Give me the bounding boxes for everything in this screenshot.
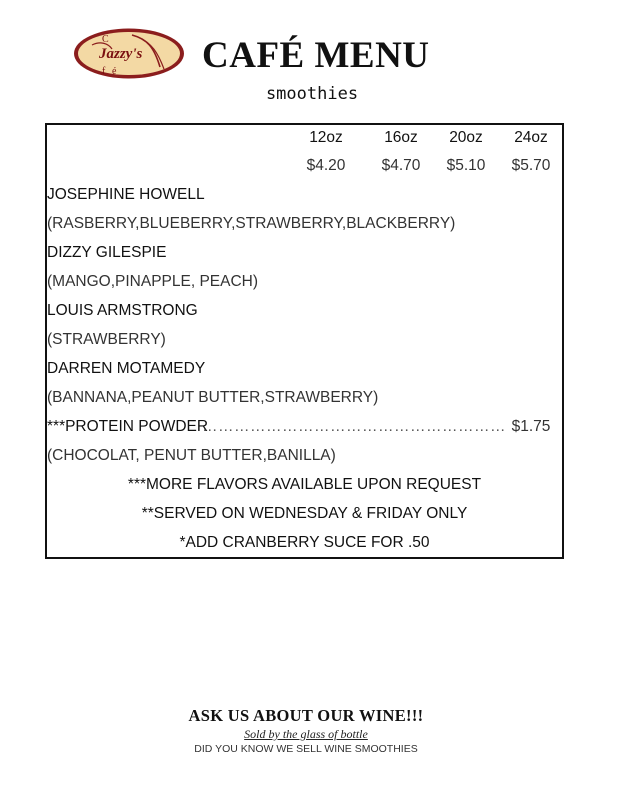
smoothie-menu-box: [45, 123, 564, 559]
price-label: $4.20: [306, 157, 346, 174]
size-label: 16oz: [384, 129, 418, 146]
addon-options-row: [47, 444, 562, 468]
menu-item: [47, 357, 562, 381]
note-row: [47, 473, 562, 497]
size-label: 20oz: [449, 129, 483, 146]
logo-wordmark: Jazzy's: [99, 46, 143, 62]
menu-item-ingredients: [47, 386, 562, 410]
logo-letter-f: f: [102, 66, 106, 77]
dot-leader: …………………………………………………: [202, 418, 506, 435]
page-title: CAFÉ MENU: [202, 35, 430, 76]
menu-item-ingredients: [47, 328, 562, 352]
price-label: $5.10: [446, 157, 486, 174]
price-label: $4.70: [381, 157, 421, 174]
addon-row: [47, 415, 562, 439]
item-ingredients: (MANGO,PINAPPLE, PEACH): [47, 273, 259, 290]
size-label: 24oz: [514, 129, 548, 146]
addon-label: ***PROTEIN POWDER: [47, 418, 209, 435]
menu-item: [47, 241, 562, 265]
logo-letter-e: é: [112, 66, 117, 77]
wine-headline: ASK US ABOUT OUR WINE!!!: [188, 706, 424, 725]
item-name: DIZZY GILESPIE: [47, 244, 167, 261]
logo-emblem-icon: [72, 27, 186, 80]
item-name: LOUIS ARMSTRONG: [47, 302, 198, 319]
addon-price: $1.75: [511, 418, 551, 435]
price-row: [47, 154, 562, 178]
size-label: 12oz: [309, 129, 343, 146]
price-label: $5.70: [511, 157, 551, 174]
note-text: *ADD CRANBERRY SUCE FOR .50: [179, 534, 430, 551]
menu-item-ingredients: [47, 212, 562, 236]
note-row: [47, 502, 562, 526]
logo-letter-c: C: [102, 34, 109, 45]
menu-subtitle: smoothies: [265, 84, 359, 104]
menu-item: [47, 299, 562, 323]
item-ingredients: (BANNANA,PEANUT BUTTER,STRAWBERRY): [47, 389, 379, 406]
addon-options: (CHOCOLAT, PENUT BUTTER,BANILLA): [47, 447, 336, 464]
item-name: DARREN MOTAMEDY: [47, 360, 206, 377]
jazzy-cafe-logo: [72, 27, 186, 80]
note-text: **SERVED ON WEDNESDAY & FRIDAY ONLY: [141, 505, 468, 522]
menu-item-ingredients: [47, 270, 562, 294]
item-ingredients: (STRAWBERRY): [47, 331, 166, 348]
note-row: [47, 531, 562, 555]
menu-item: [47, 183, 562, 207]
note-text: ***MORE FLAVORS AVAILABLE UPON REQUEST: [127, 476, 482, 493]
item-name: JOSEPHINE HOWELL: [47, 186, 205, 203]
item-ingredients: (RASBERRY,BLUEBERRY,STRAWBERRY,BLACKBERRY): [47, 215, 456, 232]
wine-note: DID YOU KNOW WE SELL WINE SMOOTHIES: [194, 743, 418, 755]
size-header-row: [47, 126, 562, 150]
wine-subline: Sold by the glass of bottle: [244, 727, 368, 741]
